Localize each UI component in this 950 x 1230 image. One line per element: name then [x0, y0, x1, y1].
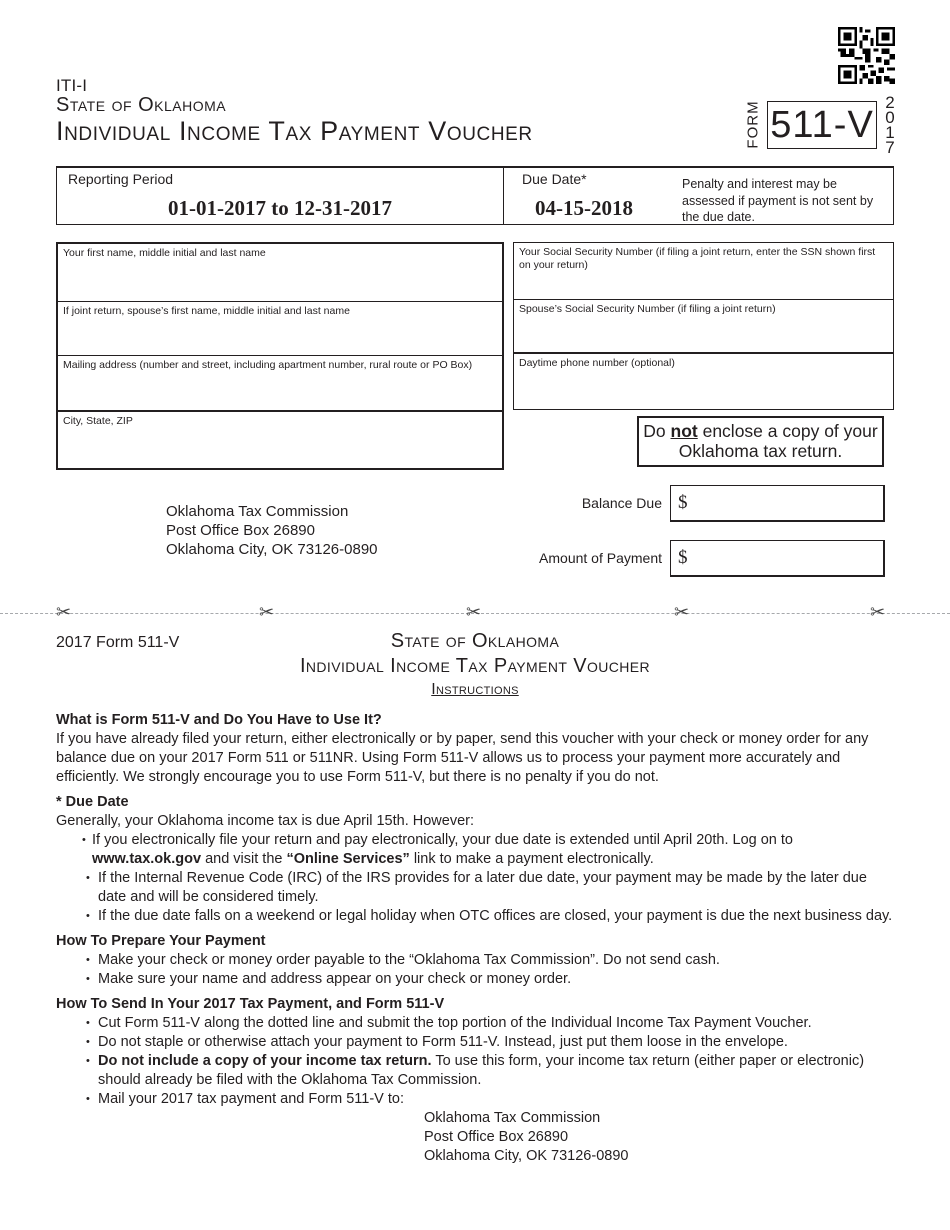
list-item: • If the Internal Revenue Code (IRC) of the IRS provides for a later due date, your payment may be made by the later due date and will be considered timely. — [84, 869, 896, 907]
instructions-state-heading: State of Oklahoma — [390, 630, 560, 652]
section-body: If you have already filed your return, either electronically or by paper, send this voucher with your check or money order for any balance due on your 2017 Form 511 or 511NR. Using Form 511-V allows us to process your payment more accurately and efficiently. We strongly encourage you to use Form 511-V, but there is no penalty if you do not. — [56, 731, 869, 785]
state-heading: State of Oklahoma — [56, 94, 227, 116]
section-intro: Generally, your Oklahoma income tax is due April 15th. However: — [56, 813, 475, 829]
section-heading: How To Send In Your 2017 Tax Payment, and Form 511-V — [56, 996, 445, 1012]
due-date-list — [56, 831, 896, 926]
send-list — [56, 1014, 896, 1109]
scissors-icon: ✂ — [674, 602, 690, 622]
list-item: • Mail your 2017 tax payment and Form 511-V to: — [84, 1090, 896, 1109]
balance-due-label: Balance Due — [581, 495, 662, 511]
otc-mailing-address: Oklahoma Tax Commission Post Office Box 26890 Oklahoma City, OK 73126-0890 — [166, 503, 378, 558]
qr-code-icon — [838, 27, 895, 84]
field-label: Your first name, middle initial and last name — [63, 247, 266, 259]
reporting-period-value: 01-01-2017 to 12-31-2017 — [168, 196, 392, 220]
page-title: Individual Income Tax Payment Voucher — [56, 116, 533, 146]
mailing-address-input[interactable] — [63, 376, 497, 404]
balance-due-field — [670, 485, 885, 522]
due-date-value: 04-15-2018 — [535, 196, 633, 220]
taxpayer-info-fields — [56, 242, 504, 470]
spouse-name-input[interactable] — [63, 322, 497, 350]
do-not-enclose-notice: Do not enclose a copy of your Oklahoma tax return. — [637, 416, 884, 467]
form-year: 2 0 1 7 — [885, 93, 895, 157]
section-prepare — [56, 932, 896, 989]
instructions-form-ref: 2017 Form 511-V — [56, 634, 180, 651]
instructions-title: Individual Income Tax Payment Voucher — [299, 655, 651, 677]
dollar-sign: $ — [678, 492, 688, 513]
list-item: • Do not staple or otherwise attach your payment to Form 511-V. Instead, just put them loose in the envelope. — [84, 1033, 896, 1052]
list-item: • Make your check or money order payable to the “Oklahoma Tax Commission”. Do not send cash. — [84, 951, 896, 970]
field-label: Mailing address (number and street, including apartment number, rural route or PO Box) — [63, 359, 473, 371]
scissors-icon: ✂ — [259, 602, 275, 622]
amount-of-payment-label: Amount of Payment — [539, 550, 662, 566]
field-label: If joint return, spouse’s first name, middle initial and last name — [63, 305, 350, 317]
spouse-ssn-input[interactable] — [519, 320, 888, 348]
field-label: City, State, ZIP — [63, 415, 133, 427]
form-code: ITI-I — [56, 76, 88, 95]
period-row — [56, 166, 894, 225]
penalty-note: Penalty and interest may be assessed if payment is not sent by the due date. — [682, 177, 874, 224]
spouse-name-field — [58, 302, 502, 356]
section-heading: What is Form 511-V and Do You Have to Use It? — [56, 712, 382, 728]
field-label: Spouse’s Social Security Number (if filing a joint return) — [519, 303, 776, 315]
phone-input[interactable] — [519, 374, 888, 402]
spouse-ssn-field — [514, 300, 893, 354]
prepare-list — [56, 951, 896, 989]
taxpayer-name-input[interactable] — [63, 264, 497, 292]
amount-of-payment-field — [670, 540, 885, 577]
reporting-period-label: Reporting Period — [68, 171, 174, 187]
form-label: FORM — [744, 100, 762, 149]
instructions-body — [56, 711, 896, 1172]
ssn-input[interactable] — [519, 276, 888, 296]
field-label: Daytime phone number (optional) — [519, 357, 675, 369]
mailing-address-field — [58, 356, 502, 412]
section-what-is — [56, 711, 896, 787]
list-item: • If you electronically file your return and pay electronically, your due date is extended until April 20th. Log on to www.tax.ok.gov and visit the “Online Services” link to make a payment electronically. — [84, 831, 896, 869]
instructions-subtitle: Instructions — [431, 681, 519, 698]
due-date-cell — [504, 168, 664, 224]
instructions-mail-address: Oklahoma Tax Commission Post Office Box 26890 Oklahoma City, OK 73126-0890 — [424, 1110, 629, 1164]
section-due-date — [56, 793, 896, 926]
ssn-field — [514, 243, 893, 300]
tax-ok-gov-link[interactable]: www.tax.ok.gov — [92, 851, 202, 867]
amount-of-payment-input[interactable] — [695, 545, 875, 571]
phone-field — [514, 354, 893, 409]
field-label: Your Social Security Number (if filing a joint return, enter the SSN shown first on your return) — [519, 246, 876, 271]
list-item: • If the due date falls on a weekend or legal holiday when OTC offices are closed, your payment is due the next business day. — [84, 907, 896, 926]
list-item: • Cut Form 511-V along the dotted line and submit the top portion of the Individual Income Tax Payment Voucher. — [84, 1014, 896, 1033]
scissors-icon: ✂ — [56, 602, 72, 622]
dollar-sign: $ — [678, 547, 688, 568]
form-number: 511-V — [767, 101, 877, 149]
list-item: • Do not include a copy of your income tax return. To use this form, your income tax return (either paper or electronic) should already be filed with the Oklahoma Tax Commission. — [84, 1052, 896, 1090]
scissors-icon: ✂ — [870, 602, 886, 622]
online-services-text: “Online Services” — [286, 851, 410, 867]
taxpayer-name-field — [58, 244, 502, 302]
scissors-icon: ✂ — [466, 602, 482, 622]
penalty-cell — [664, 168, 894, 224]
notice-emphasis: not — [670, 421, 698, 441]
list-item: • Make sure your name and address appear on your check or money order. — [84, 970, 896, 989]
balance-due-input[interactable] — [695, 490, 875, 516]
reporting-period-cell — [57, 168, 504, 224]
due-date-label: Due Date* — [522, 171, 587, 187]
city-state-zip-input[interactable] — [63, 432, 497, 460]
ssn-phone-fields — [513, 242, 894, 410]
city-state-zip-field — [58, 412, 502, 468]
section-send — [56, 995, 896, 1166]
section-heading: * Due Date — [56, 794, 129, 810]
section-heading: How To Prepare Your Payment — [56, 933, 266, 949]
